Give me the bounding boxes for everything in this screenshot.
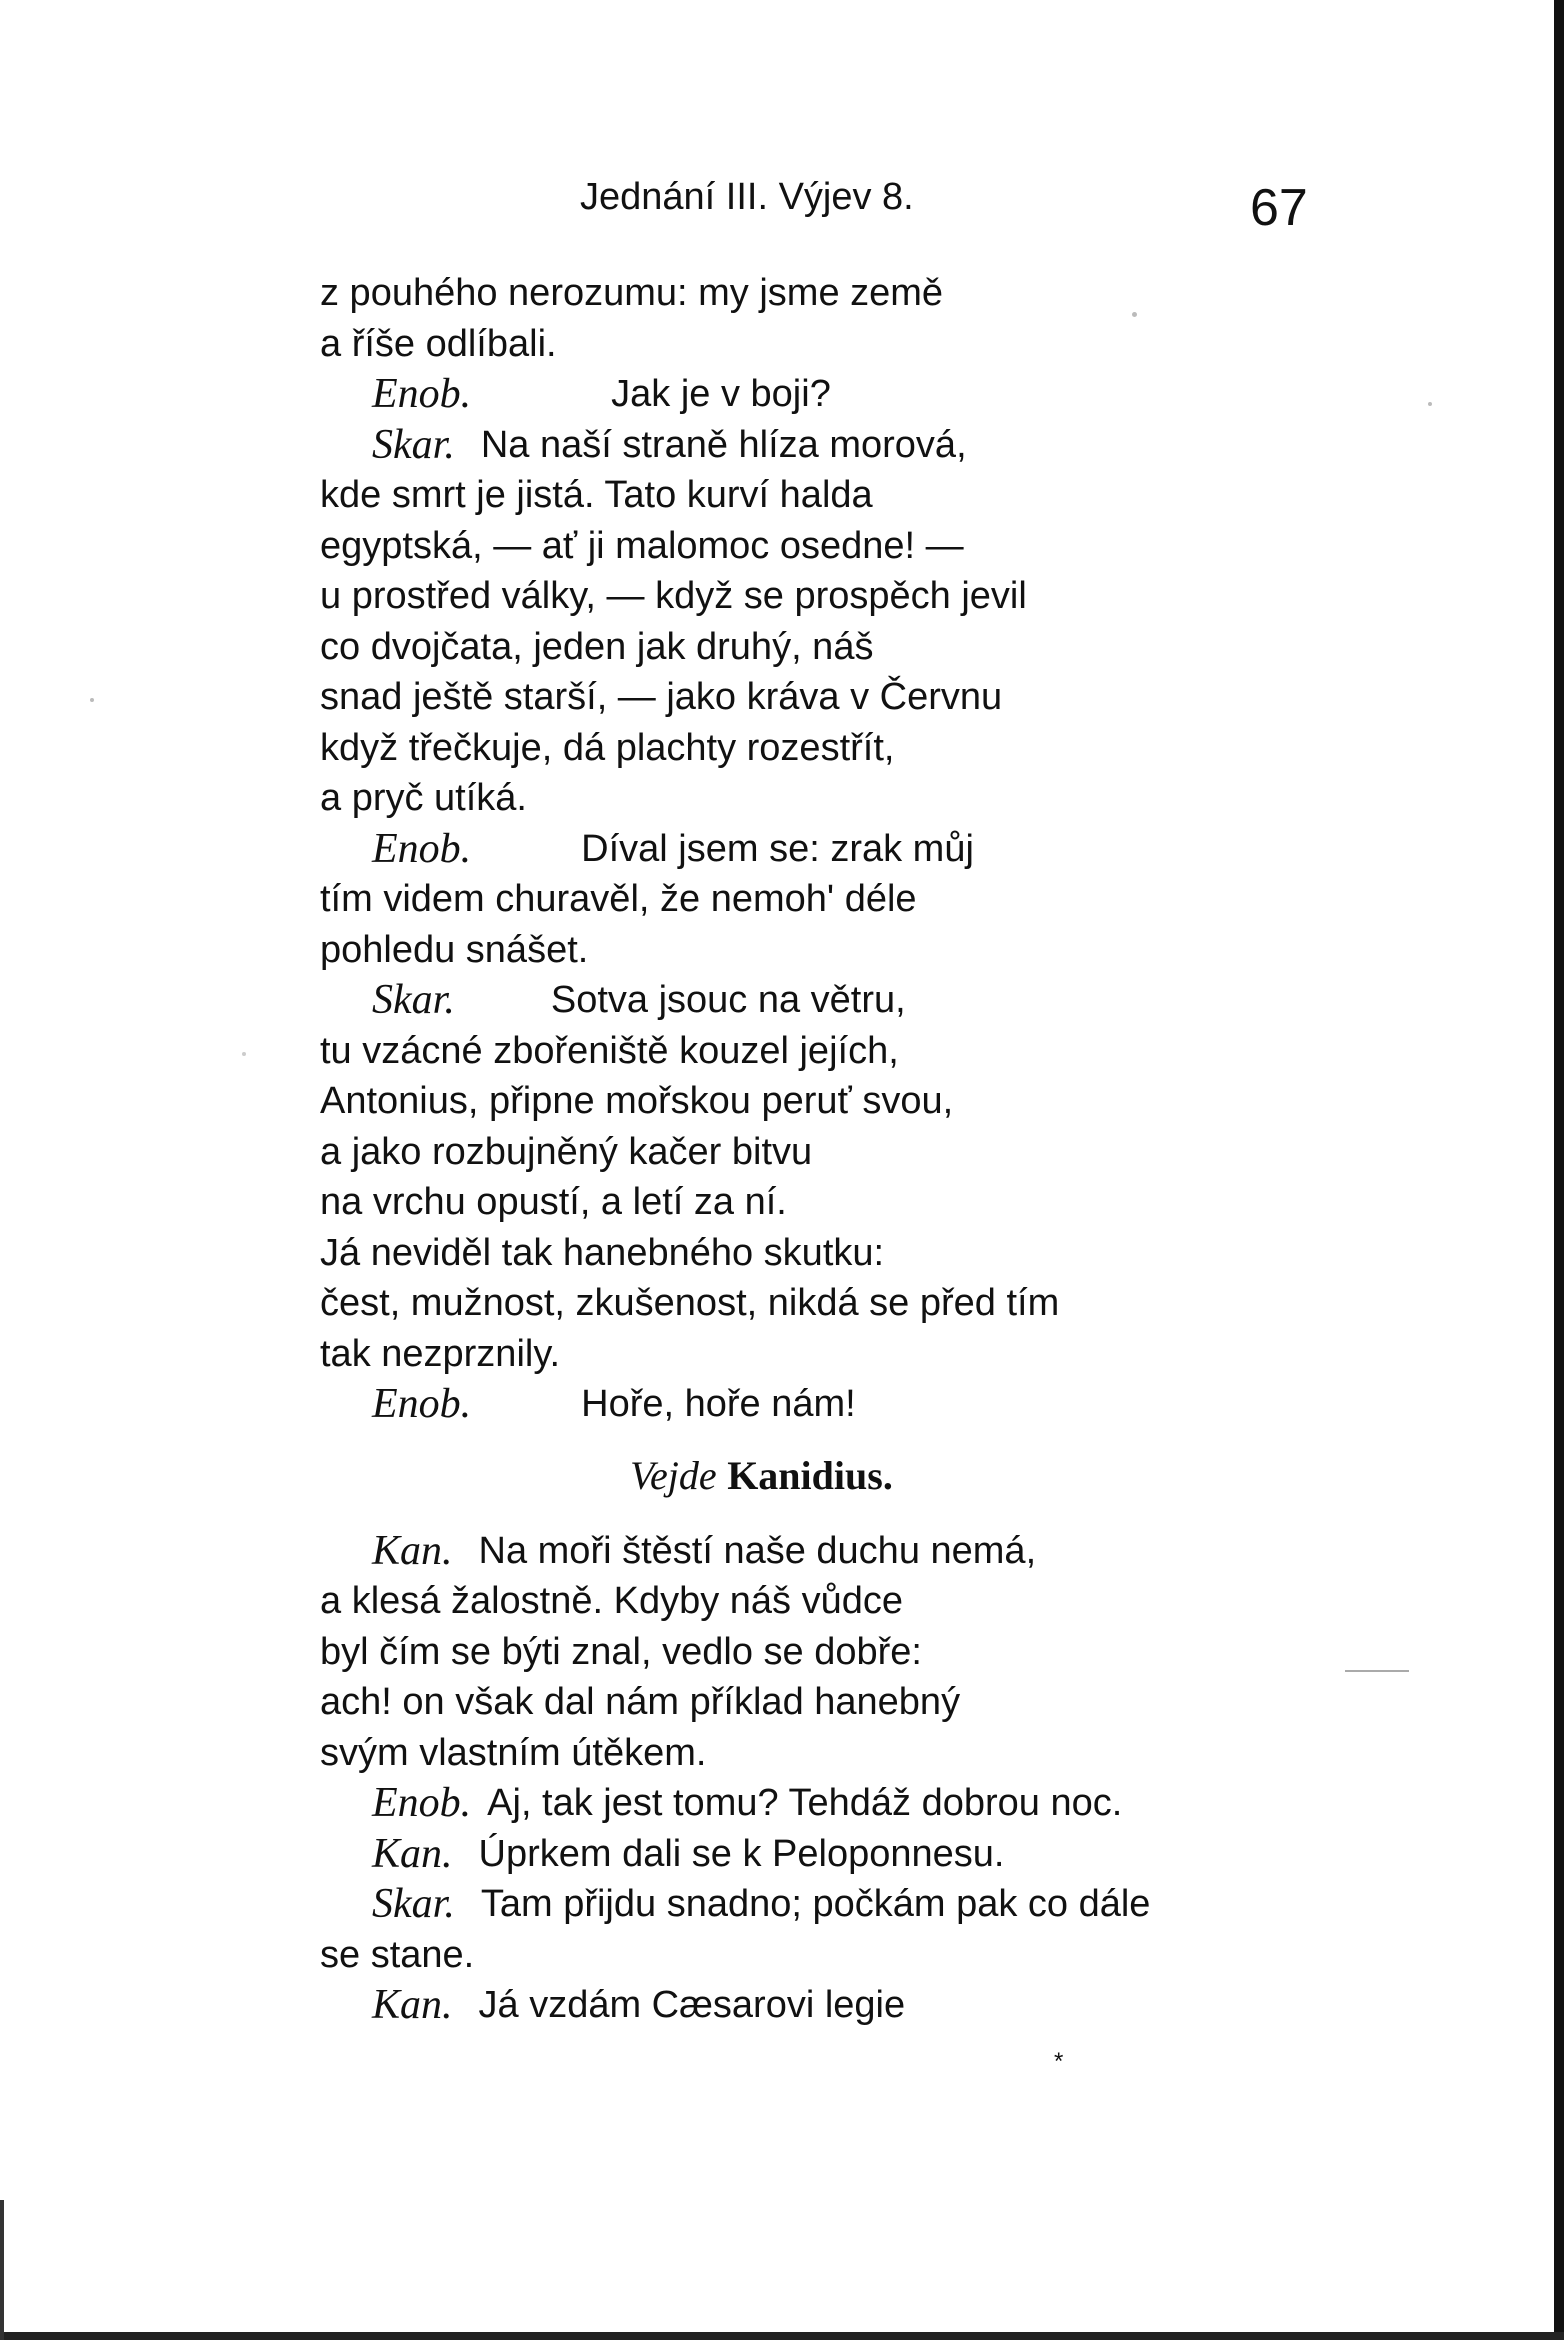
text-line: tím videm churavěl, že nemoh' déle <box>320 878 917 920</box>
text-line: tak nezprznily. <box>320 1332 561 1375</box>
speaker-name: Enob. <box>372 1780 472 1826</box>
speaker-line: Skar. Na naší straně hlíza morová, <box>320 420 1360 471</box>
scan-speck <box>1345 1670 1409 1672</box>
speaker-line: Kan. Na moři štěstí naše duchu nemá, <box>320 1526 1360 1577</box>
text-line: a říše odlíbali. <box>320 322 557 365</box>
text-line: Já neviděl tak hanebného skutku: <box>320 1231 885 1274</box>
text-line: a pryč utíká. <box>320 777 527 819</box>
scan-border-right <box>1554 0 1564 2340</box>
character-name: Kanidius. <box>727 1452 893 1498</box>
text-line: se stane. <box>320 1933 475 1976</box>
text-line: u prostřed války, — když se prospěch jevil <box>320 575 1027 617</box>
text-line: když třečkuje, dá plachty rozestřít, <box>320 726 895 769</box>
scan-border-left <box>0 2200 4 2340</box>
speaker-line: Skar. Tam přijdu snadno; počkám pak co dále <box>320 1879 1360 1930</box>
running-header: Jednání III. Výjev 8. <box>580 176 914 218</box>
text-line: ach! on však dal nám příklad hanebný <box>320 1681 961 1723</box>
speaker-line: Enob. Jak je v boji? <box>320 369 1360 420</box>
speaker-name: Skar. <box>372 977 455 1023</box>
speaker-line: Enob. Aj, tak jest tomu? Tehdáž dobrou noc. <box>320 1778 1360 1829</box>
text-line: co dvojčata, jeden jak druhý, náš <box>320 625 874 668</box>
text-line: pohledu snášet. <box>320 928 589 971</box>
speaker-name: Skar. <box>372 1881 455 1927</box>
speaker-name: Enob. <box>372 371 472 417</box>
text-line: svým vlastním útěkem. <box>320 1731 707 1774</box>
text-line: kde smrt je jistá. Tato kurví halda <box>320 474 873 516</box>
speaker-name: Enob. <box>372 1381 472 1427</box>
signature-mark: * <box>1054 2048 1064 2075</box>
speaker-line: Enob. Hoře, hoře nám! <box>320 1379 1360 1430</box>
speaker-line: Enob. Díval jsem se: zrak můj <box>320 824 1360 875</box>
dialogue-text <box>320 268 1360 2031</box>
scan-speck <box>1428 402 1432 406</box>
scan-speck <box>1132 312 1137 317</box>
speaker-name: Kan. <box>372 1830 453 1877</box>
speaker-name: Kan. <box>372 1527 453 1574</box>
page-number: 67 <box>1250 179 1308 237</box>
text-line: tu vzácné zbořeniště kouzel jejích, <box>320 1029 899 1072</box>
speaker-name: Enob. <box>372 825 472 872</box>
speaker-line: Kan. Já vzdám Cæsarovi legie <box>320 1980 1360 2031</box>
text-line: byl čím se býti znal, vedlo se dobře: <box>320 1630 922 1673</box>
scan-speck <box>90 698 94 702</box>
stage-direction: Vejde Kanidius. <box>630 1452 893 1498</box>
speaker-name: Kan. <box>372 1982 453 2028</box>
text-line: Antonius, připne mořskou peruť svou, <box>320 1080 954 1122</box>
text-line: a jako rozbujněný kačer bitvu <box>320 1130 813 1173</box>
scan-border-bottom <box>0 2332 1564 2340</box>
text-line: čest, mužnost, zkušenost, nikdá se před tím <box>320 1282 1060 1324</box>
text-line: na vrchu opustí, a letí za ní. <box>320 1181 787 1223</box>
text-line: a klesá žalostně. Kdyby náš vůdce <box>320 1580 904 1622</box>
speaker-line: Kan. Úprkem dali se k Peloponnesu. <box>320 1829 1360 1880</box>
text-line: snad ještě starší, — jako kráva v Červnu <box>320 676 1003 718</box>
speaker-line: Skar. Sotva jsouc na větru, <box>320 975 1360 1026</box>
scan-speck <box>242 1052 246 1056</box>
text-line: z pouhého nerozumu: my jsme země <box>320 272 944 314</box>
text-line: egyptská, — ať ji malomoc osedne! — <box>320 524 964 567</box>
speaker-name: Skar. <box>372 421 455 468</box>
